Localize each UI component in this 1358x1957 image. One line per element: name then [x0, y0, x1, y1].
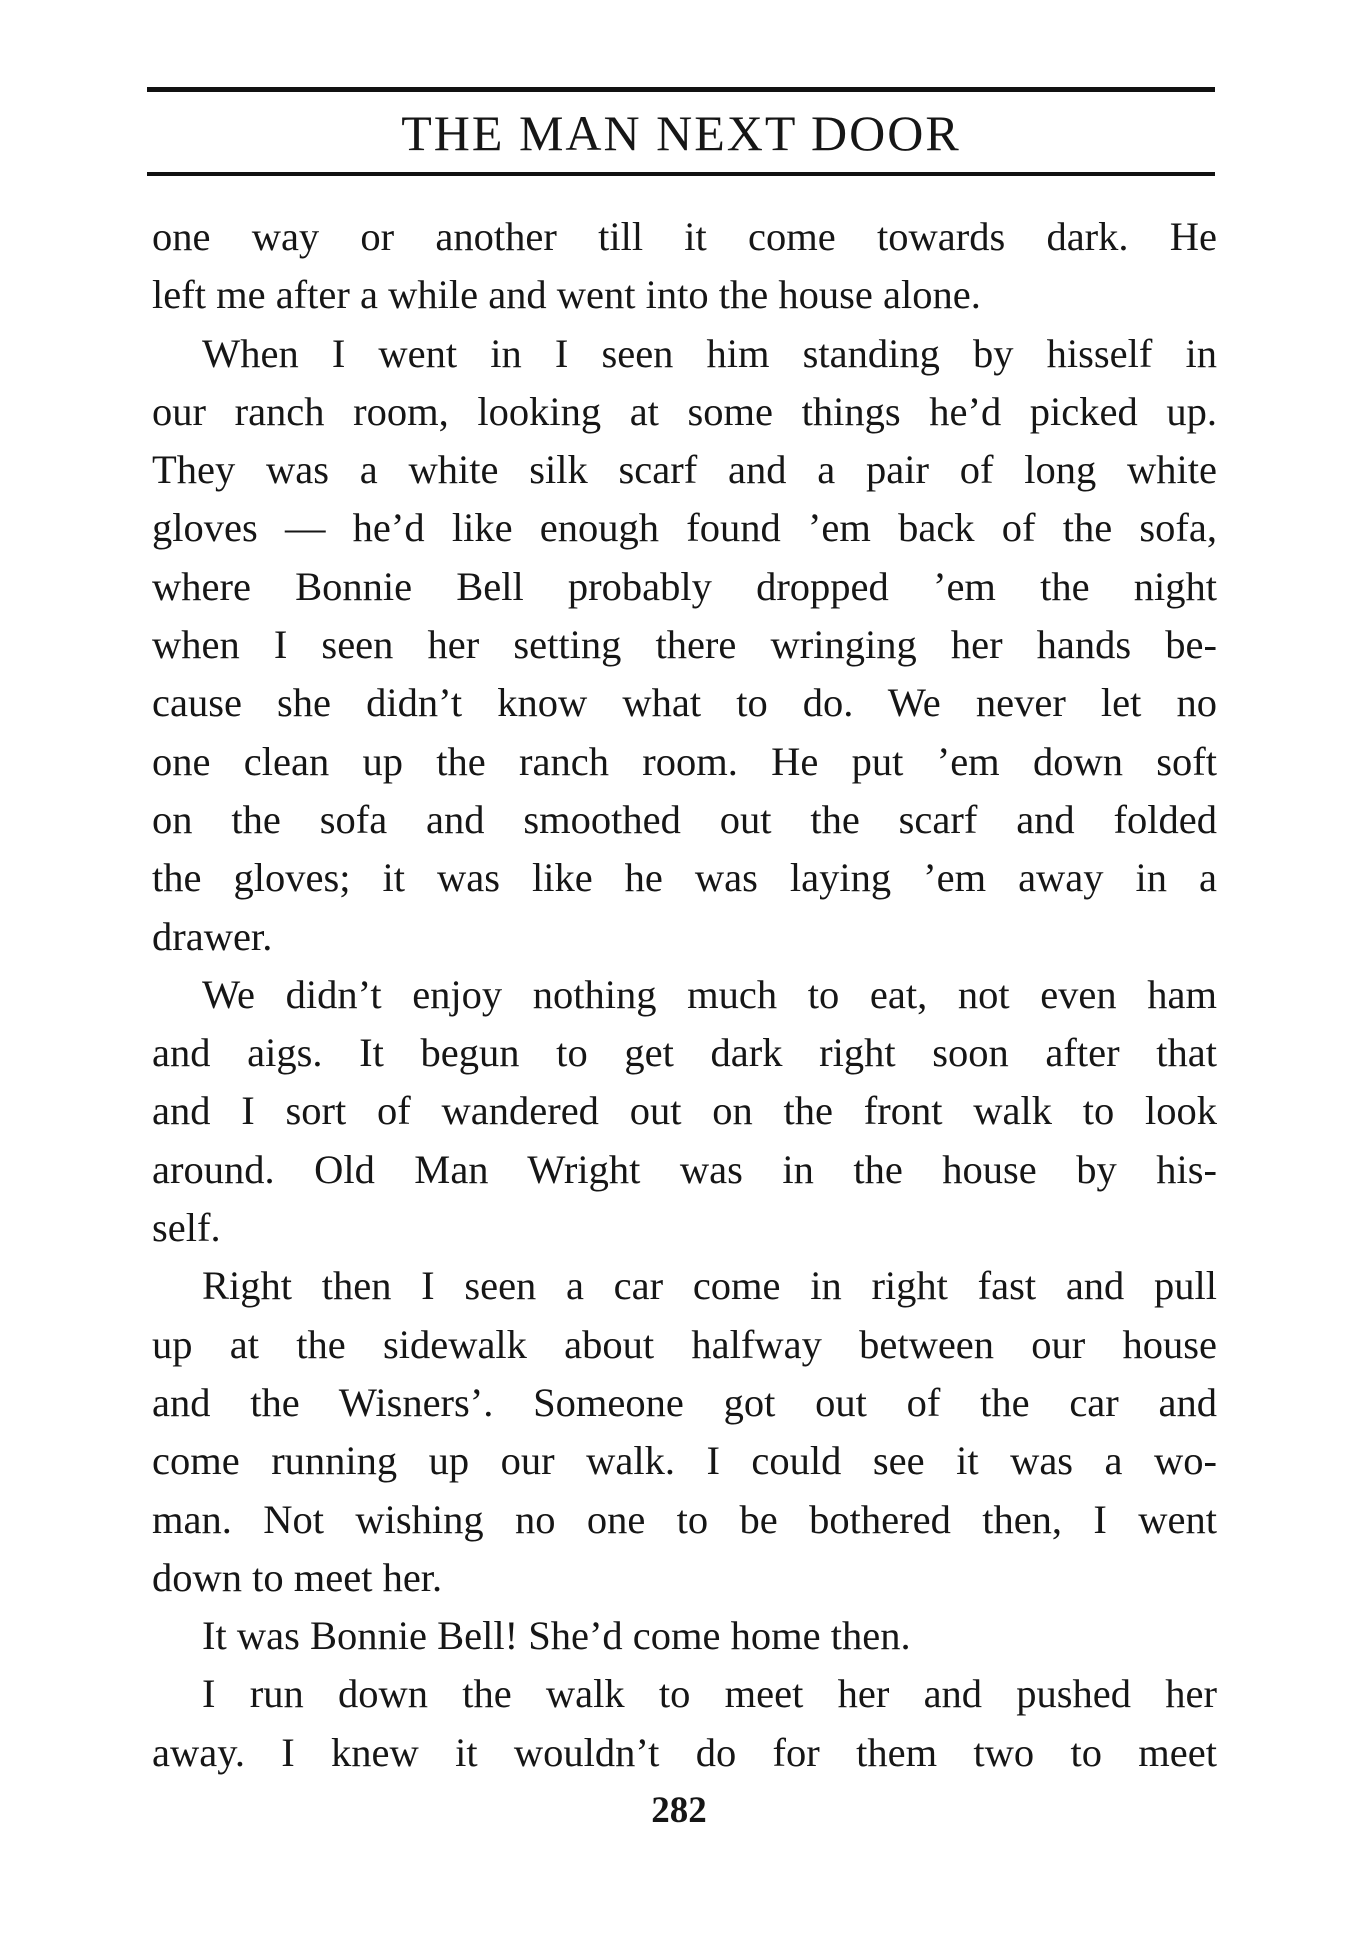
paragraph	[152, 499, 1217, 557]
text-line: one way or another till it come towards dark. He	[152, 214, 1217, 259]
header-bottom-rule	[147, 172, 1215, 176]
paragraph	[152, 441, 1217, 499]
text-line: cause she didn’t know what to do. We never let no	[152, 680, 1217, 726]
paragraph	[152, 966, 1217, 1024]
text-line: They was a white silk scarf and a pair of long white	[152, 447, 1217, 493]
paragraph	[152, 1549, 1217, 1607]
text-line: and the Wisners’. Someone got out of the car and	[152, 1379, 1217, 1425]
text-line: the gloves; it was like he was laying ’em away in a	[152, 855, 1217, 901]
paragraph	[152, 849, 1217, 907]
text-line: It was Bonnie Bell! She’d come home then.	[202, 1613, 911, 1659]
text-line: man. Not wishing no one to be bothered then, I went	[152, 1496, 1217, 1542]
paragraph	[152, 266, 1217, 324]
paragraph	[152, 208, 1217, 266]
paragraph	[152, 1374, 1217, 1432]
paragraph	[152, 1257, 1217, 1315]
text-line: left me after a while and went into the house alone.	[152, 272, 981, 318]
paragraph	[152, 1665, 1217, 1723]
paragraph	[152, 674, 1217, 732]
text-line: our ranch room, looking at some things he’d picked up.	[152, 388, 1217, 434]
text-line: where Bonnie Bell probably dropped ’em the night	[152, 563, 1217, 609]
paragraph	[152, 1199, 1217, 1257]
text-line: Right then I seen a car come in right fast and pull	[202, 1263, 1217, 1309]
text-line: up at the sidewalk about halfway between our house	[152, 1321, 1217, 1367]
text-line: one clean up the ranch room. He put ’em down soft	[152, 738, 1217, 784]
paragraph	[152, 1607, 1217, 1665]
text-line: self.	[152, 1205, 221, 1251]
text-line: away. I knew it wouldn’t do for them two to meet	[152, 1729, 1217, 1775]
paragraph	[152, 733, 1217, 791]
text-line: down to meet her.	[152, 1554, 443, 1600]
paragraph	[152, 1432, 1217, 1490]
paragraph	[152, 616, 1217, 674]
running-header: THE MAN NEXT DOOR	[401, 105, 961, 161]
paragraph	[152, 325, 1217, 383]
text-line: When I went in I seen him standing by hisself in	[202, 330, 1217, 376]
paragraph	[152, 1141, 1217, 1199]
paragraph	[152, 791, 1217, 849]
paragraph	[152, 1082, 1217, 1140]
text-line: I run down the walk to meet her and pushed her	[202, 1671, 1217, 1717]
paragraph	[152, 558, 1217, 616]
text-line: around. Old Man Wright was in the house by his-	[152, 1146, 1217, 1192]
text-line: when I seen her setting there wringing her hands be-	[152, 622, 1217, 668]
paragraph	[152, 1491, 1217, 1549]
paragraph	[152, 1024, 1217, 1082]
header-top-rule	[147, 87, 1215, 92]
text-line: on the sofa and smoothed out the scarf and folded	[152, 796, 1217, 842]
paragraph	[152, 383, 1217, 441]
text-line: drawer.	[152, 913, 273, 959]
text-line: gloves — he’d like enough found ’em back of the sofa,	[152, 505, 1217, 551]
page-number: 282	[651, 1790, 707, 1831]
paragraph	[152, 908, 1217, 966]
text-line: We didn’t enjoy nothing much to eat, not even ham	[202, 971, 1217, 1017]
text-line: and aigs. It begun to get dark right soon after that	[152, 1030, 1217, 1076]
paragraph	[152, 1724, 1217, 1782]
body-text	[152, 208, 1217, 1782]
paragraph	[152, 1316, 1217, 1374]
text-line: come running up our walk. I could see it was a wo-	[152, 1438, 1217, 1484]
text-line: and I sort of wandered out on the front walk to look	[152, 1088, 1217, 1134]
